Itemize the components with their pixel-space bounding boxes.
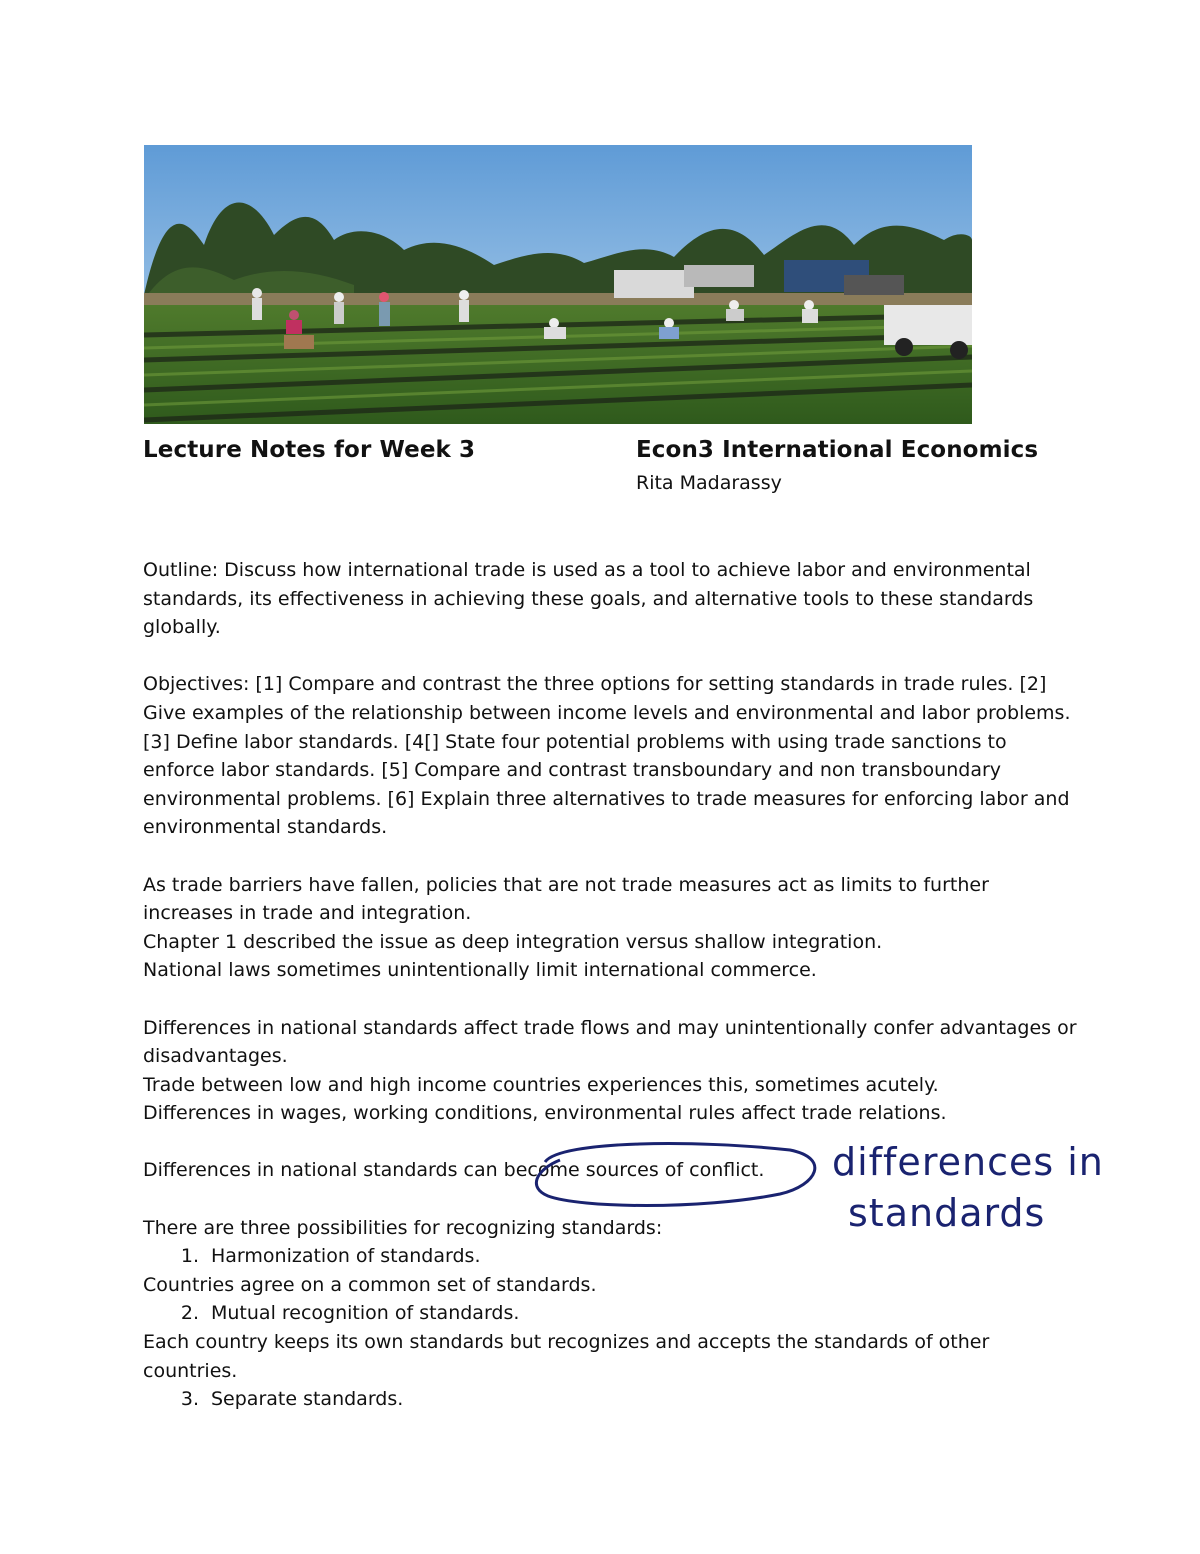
list-label: Separate standards. xyxy=(211,1388,404,1411)
barriers-paragraph-2: Chapter 1 described the issue as deep integration versus shallow integration. xyxy=(143,930,883,953)
list-item xyxy=(143,1299,1083,1328)
barriers-paragraph-1: As trade barriers have fallen, policies that are not trade measures act as limits to further increases in trade and integration. xyxy=(143,873,989,925)
possibilities-intro: There are three possibilities for recognizing standards: xyxy=(143,1216,663,1239)
list-description: Countries agree on a common set of standards. xyxy=(143,1273,597,1296)
outline-paragraph: Outline: Discuss how international trade is used as a tool to achieve labor and environmental standards, its effectiveness in achieving these goals, and alternative tools to these standards globally. xyxy=(143,559,1034,639)
document-body xyxy=(143,556,1083,1414)
objectives-paragraph: Objectives: [1] Compare and contrast the three options for setting standards in trade rules. [2] Give examples of the relationship between income levels and environmental and labor problems. [3] Define labor standards. [4[] State four potential problems with using trade sanctions to enforce labor standards. [5] Compare and contrast transboundary and non transboundary environmental problems. [6] Explain three alternatives to trade measures for enforcing labor and environmental standards. xyxy=(143,673,1071,839)
differences-paragraph-1: Differences in national standards affect trade flows and may unintentionally confer advantages or disadvantages. xyxy=(143,1016,1077,1068)
list-label: Harmonization of standards. xyxy=(211,1245,481,1268)
list-number: 2. xyxy=(180,1302,199,1325)
list-number: 3. xyxy=(180,1388,199,1411)
annotation-line-2: standards xyxy=(848,1191,1046,1235)
lecture-title: Lecture Notes for Week 3 xyxy=(143,437,476,463)
list-label: Mutual recognition of standards. xyxy=(211,1302,520,1325)
list-description: Each country keeps its own standards but recognizes and accepts the standards of other countries. xyxy=(143,1331,990,1382)
differences-paragraph-2: Trade between low and high income countries experiences this, sometimes acutely. xyxy=(143,1073,939,1096)
conflict-paragraph: Differences in national standards can become sources of conflict. xyxy=(143,1159,765,1182)
annotation-line-1: differences in xyxy=(832,1140,1104,1184)
header-photo xyxy=(144,145,972,424)
differences-paragraph-3: Differences in wages, working conditions, environmental rules affect trade relations. xyxy=(143,1102,947,1125)
list-number: 1. xyxy=(180,1245,199,1268)
course-title: Econ3 International Economics xyxy=(636,437,1039,463)
author-name: Rita Madarassy xyxy=(636,472,782,494)
list-item xyxy=(143,1385,1083,1414)
list-item xyxy=(143,1242,1083,1271)
barriers-paragraph-3: National laws sometimes unintentionally limit international commerce. xyxy=(143,959,817,982)
